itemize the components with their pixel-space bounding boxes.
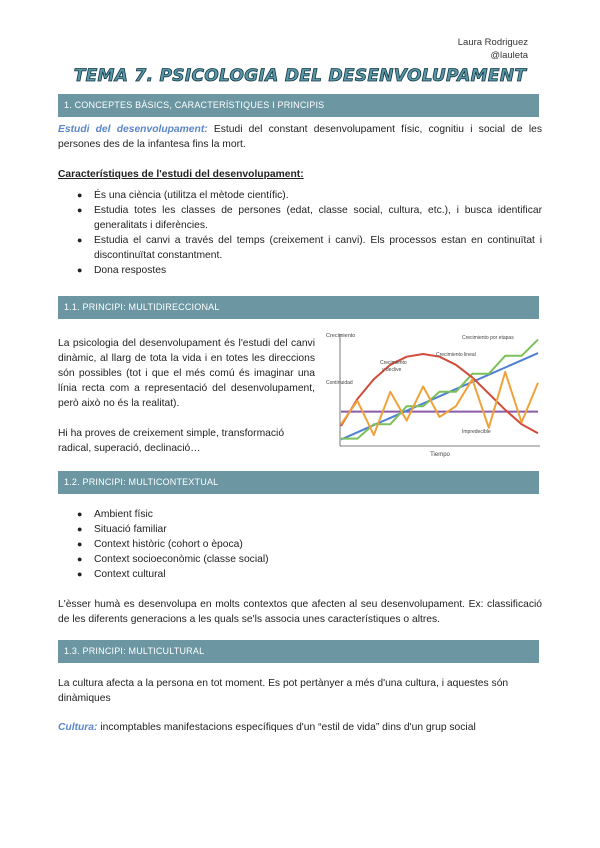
development-chart — [322, 328, 542, 460]
annotation-crecimiento-declive-2: y declive — [382, 367, 402, 373]
definition-term: Estudi del desenvolupament: — [58, 124, 208, 135]
multicontextual-paragraph: L'èsser humà es desenvolupa en molts contextos que afecten al seu desenvolupament. Ex: classificació de les diferents generacions a les quals se'ls associa unes característiques o altres. — [58, 599, 542, 625]
section-1-3-heading: 1.3. PRINCIPI: MULTICULTURAL — [58, 640, 539, 663]
list-item: ● Estudia el canvi a través del temps (creixement i canvi). Els processos estan en continuïtat i discontinuïtat constantment. — [77, 235, 542, 261]
definition-text: Estudi del constant desenvolupament físic, cognitiu i social de les persones des de la infantesa fins la mort. — [58, 124, 542, 150]
list-item: ● Situació familiar — [77, 524, 167, 535]
list-item: ● És una ciència (utilitza el mètode científic). — [77, 190, 289, 201]
section-1-2-heading: 1.2. PRINCIPI: MULTICONTEXTUAL — [58, 471, 539, 494]
annotation-continuidad: Continuidad — [326, 380, 353, 386]
list-item: ● Ambient físic — [77, 509, 153, 520]
x-axis-label: Tiempo — [430, 452, 450, 458]
list-item: ● Context històric (cohort o època) — [77, 539, 243, 550]
cultura-term: Cultura: — [58, 722, 98, 733]
multidirectional-evidence: Hi ha proves de creixement simple, transformació radical, superació, declinació… — [58, 428, 285, 454]
multicultural-paragraph: La cultura afecta a la persona en tot moment. Es pot pertànyer a més d'una cultura, i aquestes són dinàmiques — [58, 678, 509, 704]
definition-paragraph — [58, 122, 542, 152]
contexts-list — [77, 507, 542, 582]
cultura-definition — [58, 720, 542, 735]
author-name: Laura Rodriguez — [457, 37, 528, 48]
characteristics-list — [77, 188, 542, 278]
section-1-heading: 1. CONCEPTES BÀSICS, CARACTERÍSTIQUES I PRINCIPIS — [58, 94, 539, 117]
cultura-text: incomptables manifestacions específiques d'un “estil de vida” dins d'un grup social — [97, 722, 476, 733]
characteristics-heading: Característiques de l'estudi del desenvolupament: — [58, 169, 304, 180]
section-1-1-heading: 1.1. PRINCIPI: MULTIDIRECCIONAL — [58, 296, 539, 319]
annotation-lineal: Crecimiento lineal — [436, 352, 476, 358]
multidirectional-paragraph: La psicologia del desenvolupament és l'estudi del canvi dinàmic, al llarg de tota la vida i en totes les direccions són possibles (tot i que el més comú és imaginar una línia recta com a representació del desenvolupament, però això no és la realitat). — [58, 338, 315, 409]
y-axis-label: Crecimiento — [326, 333, 356, 339]
annotation-crecimiento-declive-1: Crecimiento — [380, 360, 407, 366]
list-item: ● Estudia totes les classes de persones (edat, classe social, cultura, etc.), i busca identificar generalitats i diferències. — [77, 205, 542, 231]
author-handle: @lauleta — [490, 50, 528, 61]
author-block — [458, 36, 528, 62]
page-title: TEMA 7. PSICOLOGIA DEL DESENVOLUPAMENT — [73, 66, 527, 86]
annotation-etapas: Crecimiento por etapas — [462, 335, 514, 341]
annotation-impredecible: Impredecible — [462, 429, 491, 435]
list-item: ● Context socioeconòmic (classe social) — [77, 554, 269, 565]
list-item: ● Context cultural — [77, 569, 166, 580]
list-item: ● Dona respostes — [77, 265, 167, 276]
